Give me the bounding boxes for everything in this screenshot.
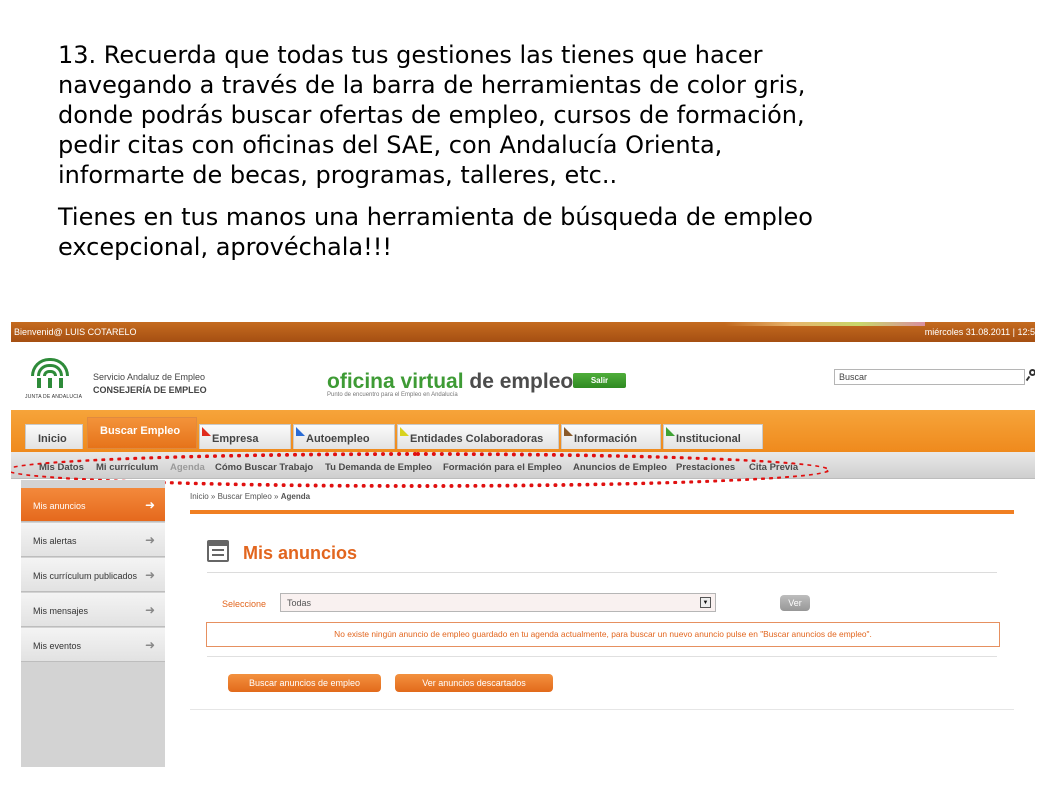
subnav-anuncios[interactable]: Anuncios de Empleo bbox=[573, 462, 667, 473]
org-department: CONSEJERÍA DE EMPLEO bbox=[93, 385, 207, 395]
closing-paragraph bbox=[58, 202, 1018, 262]
subnav-mis-datos[interactable]: Mis Datos bbox=[39, 462, 84, 473]
welcome-text: Bienvenid@ LUIS COTARELO bbox=[14, 327, 137, 337]
sidebar-item-label: Mis anuncios bbox=[33, 501, 86, 511]
sidebar-item-label: Mis currículum publicados bbox=[33, 571, 138, 581]
subnav-mi-curriculum[interactable]: Mi currículum bbox=[96, 462, 159, 473]
flag-icon bbox=[296, 427, 305, 436]
sidebar bbox=[21, 480, 165, 767]
discarded-ads-button[interactable]: Ver anuncios descartados bbox=[395, 674, 553, 692]
sidebar-item-mis-eventos[interactable] bbox=[21, 628, 165, 662]
slide-line: navegando a través de la barra de herramientas de color gris, bbox=[58, 71, 806, 99]
breadcrumb-current: Agenda bbox=[280, 492, 311, 501]
flag-icon bbox=[202, 427, 211, 436]
select-value: Todas bbox=[287, 598, 312, 608]
subnav-prestaciones[interactable]: Prestaciones bbox=[676, 462, 736, 473]
filter-select[interactable] bbox=[280, 593, 716, 612]
main-panel bbox=[190, 510, 1014, 710]
site-title-part: oficina virtual bbox=[327, 370, 464, 393]
sidebar-item-label: Mis mensajes bbox=[33, 606, 89, 616]
slide-line: donde podrás buscar ofertas de empleo, cursos de formación, bbox=[58, 101, 805, 129]
divider bbox=[207, 656, 997, 657]
tab-label: Entidades Colaboradoras bbox=[410, 433, 544, 445]
slide-line: excepcional, aprovéchala!!! bbox=[58, 233, 392, 261]
sidebar-item-mis-curriculum[interactable] bbox=[21, 558, 165, 592]
flag-icon bbox=[564, 427, 573, 436]
calendar-icon bbox=[207, 540, 229, 562]
arrow-right-icon: ➜ bbox=[144, 603, 155, 617]
site-subtitle: Punto de encuentro para el Empleo en Andalucía bbox=[327, 392, 458, 398]
flag-icon bbox=[400, 427, 409, 436]
search-input[interactable] bbox=[834, 369, 1025, 385]
tab-label: Institucional bbox=[676, 433, 741, 445]
site-header bbox=[11, 342, 1035, 414]
slide-line: 13. Recuerda que todas tus gestiones las tienes que hacer bbox=[58, 41, 763, 69]
decorative-strip bbox=[725, 322, 925, 326]
sidebar-item-label: Mis eventos bbox=[33, 641, 82, 651]
tab-label: Inicio bbox=[38, 433, 67, 445]
subnav-formacion[interactable]: Formación para el Empleo bbox=[443, 462, 562, 473]
select-label: Seleccione bbox=[222, 599, 267, 609]
subnav-como-buscar-trabajo[interactable]: Cómo Buscar Trabajo bbox=[215, 462, 314, 473]
tab-informacion[interactable] bbox=[561, 424, 661, 449]
tab-label: Autoempleo bbox=[306, 433, 370, 445]
empty-notice: No existe ningún anuncio de empleo guardado en tu agenda actualmente, para buscar un nuevo anuncio pulse en "Buscar anuncios de empleo". bbox=[206, 622, 1000, 647]
website-screenshot bbox=[11, 322, 1035, 767]
flag-icon bbox=[666, 427, 675, 436]
page-title: Mis anuncios bbox=[243, 543, 358, 563]
tab-inicio[interactable] bbox=[25, 424, 83, 449]
search-ads-button[interactable]: Buscar anuncios de empleo bbox=[228, 674, 381, 692]
sidebar-item-label: Mis alertas bbox=[33, 536, 77, 546]
site-title[interactable] bbox=[327, 370, 573, 394]
breadcrumb bbox=[190, 492, 310, 501]
divider bbox=[207, 572, 997, 573]
tab-buscar-empleo[interactable] bbox=[87, 417, 197, 449]
tab-label: Información bbox=[574, 433, 637, 445]
site-title-part: de empleo bbox=[463, 370, 574, 393]
tab-label: Empresa bbox=[212, 433, 259, 445]
search-icon[interactable] bbox=[1027, 369, 1035, 381]
slide-line: Tienes en tus manos una herramienta de búsqueda de empleo bbox=[58, 203, 813, 231]
logo-caption: JUNTA DE ANDALUCIA bbox=[25, 394, 83, 400]
tab-autoempleo[interactable] bbox=[293, 424, 395, 449]
org-name: Servicio Andaluz de Empleo bbox=[93, 372, 206, 382]
subnav-agenda[interactable]: Agenda bbox=[170, 462, 205, 473]
arrow-right-icon: ➜ bbox=[144, 498, 155, 512]
tab-institucional[interactable] bbox=[663, 424, 763, 449]
logout-button[interactable]: Salir bbox=[573, 373, 626, 388]
top-bar bbox=[11, 322, 1035, 342]
breadcrumb-path[interactable]: Inicio » Buscar Empleo » bbox=[190, 492, 281, 501]
chevron-down-icon[interactable]: ▼ bbox=[700, 597, 711, 608]
instruction-paragraph bbox=[58, 40, 1018, 190]
slide-line: informarte de becas, programas, talleres, etc.. bbox=[58, 161, 618, 189]
tab-label: Buscar Empleo bbox=[100, 425, 181, 437]
date-text: miércoles 31.08.2011 | 12:5 bbox=[924, 327, 1035, 337]
sidebar-item-mis-alertas[interactable] bbox=[21, 523, 165, 557]
tab-empresa[interactable] bbox=[199, 424, 291, 449]
subnav-tu-demanda[interactable]: Tu Demanda de Empleo bbox=[325, 462, 432, 473]
sidebar-item-mis-mensajes[interactable] bbox=[21, 593, 165, 627]
slide-line: pedir citas con oficinas del SAE, con Andalucía Orienta, bbox=[58, 131, 723, 159]
sidebar-item-mis-anuncios[interactable] bbox=[21, 488, 165, 522]
arrow-right-icon: ➜ bbox=[144, 533, 155, 547]
arrow-right-icon: ➜ bbox=[144, 638, 155, 652]
view-button[interactable]: Ver bbox=[780, 595, 810, 611]
subnav-cita-previa[interactable]: Cita Previa bbox=[749, 462, 799, 473]
tab-entidades-colaboradoras[interactable] bbox=[397, 424, 559, 449]
slide-text bbox=[58, 40, 1018, 262]
arrow-right-icon: ➜ bbox=[144, 568, 155, 582]
